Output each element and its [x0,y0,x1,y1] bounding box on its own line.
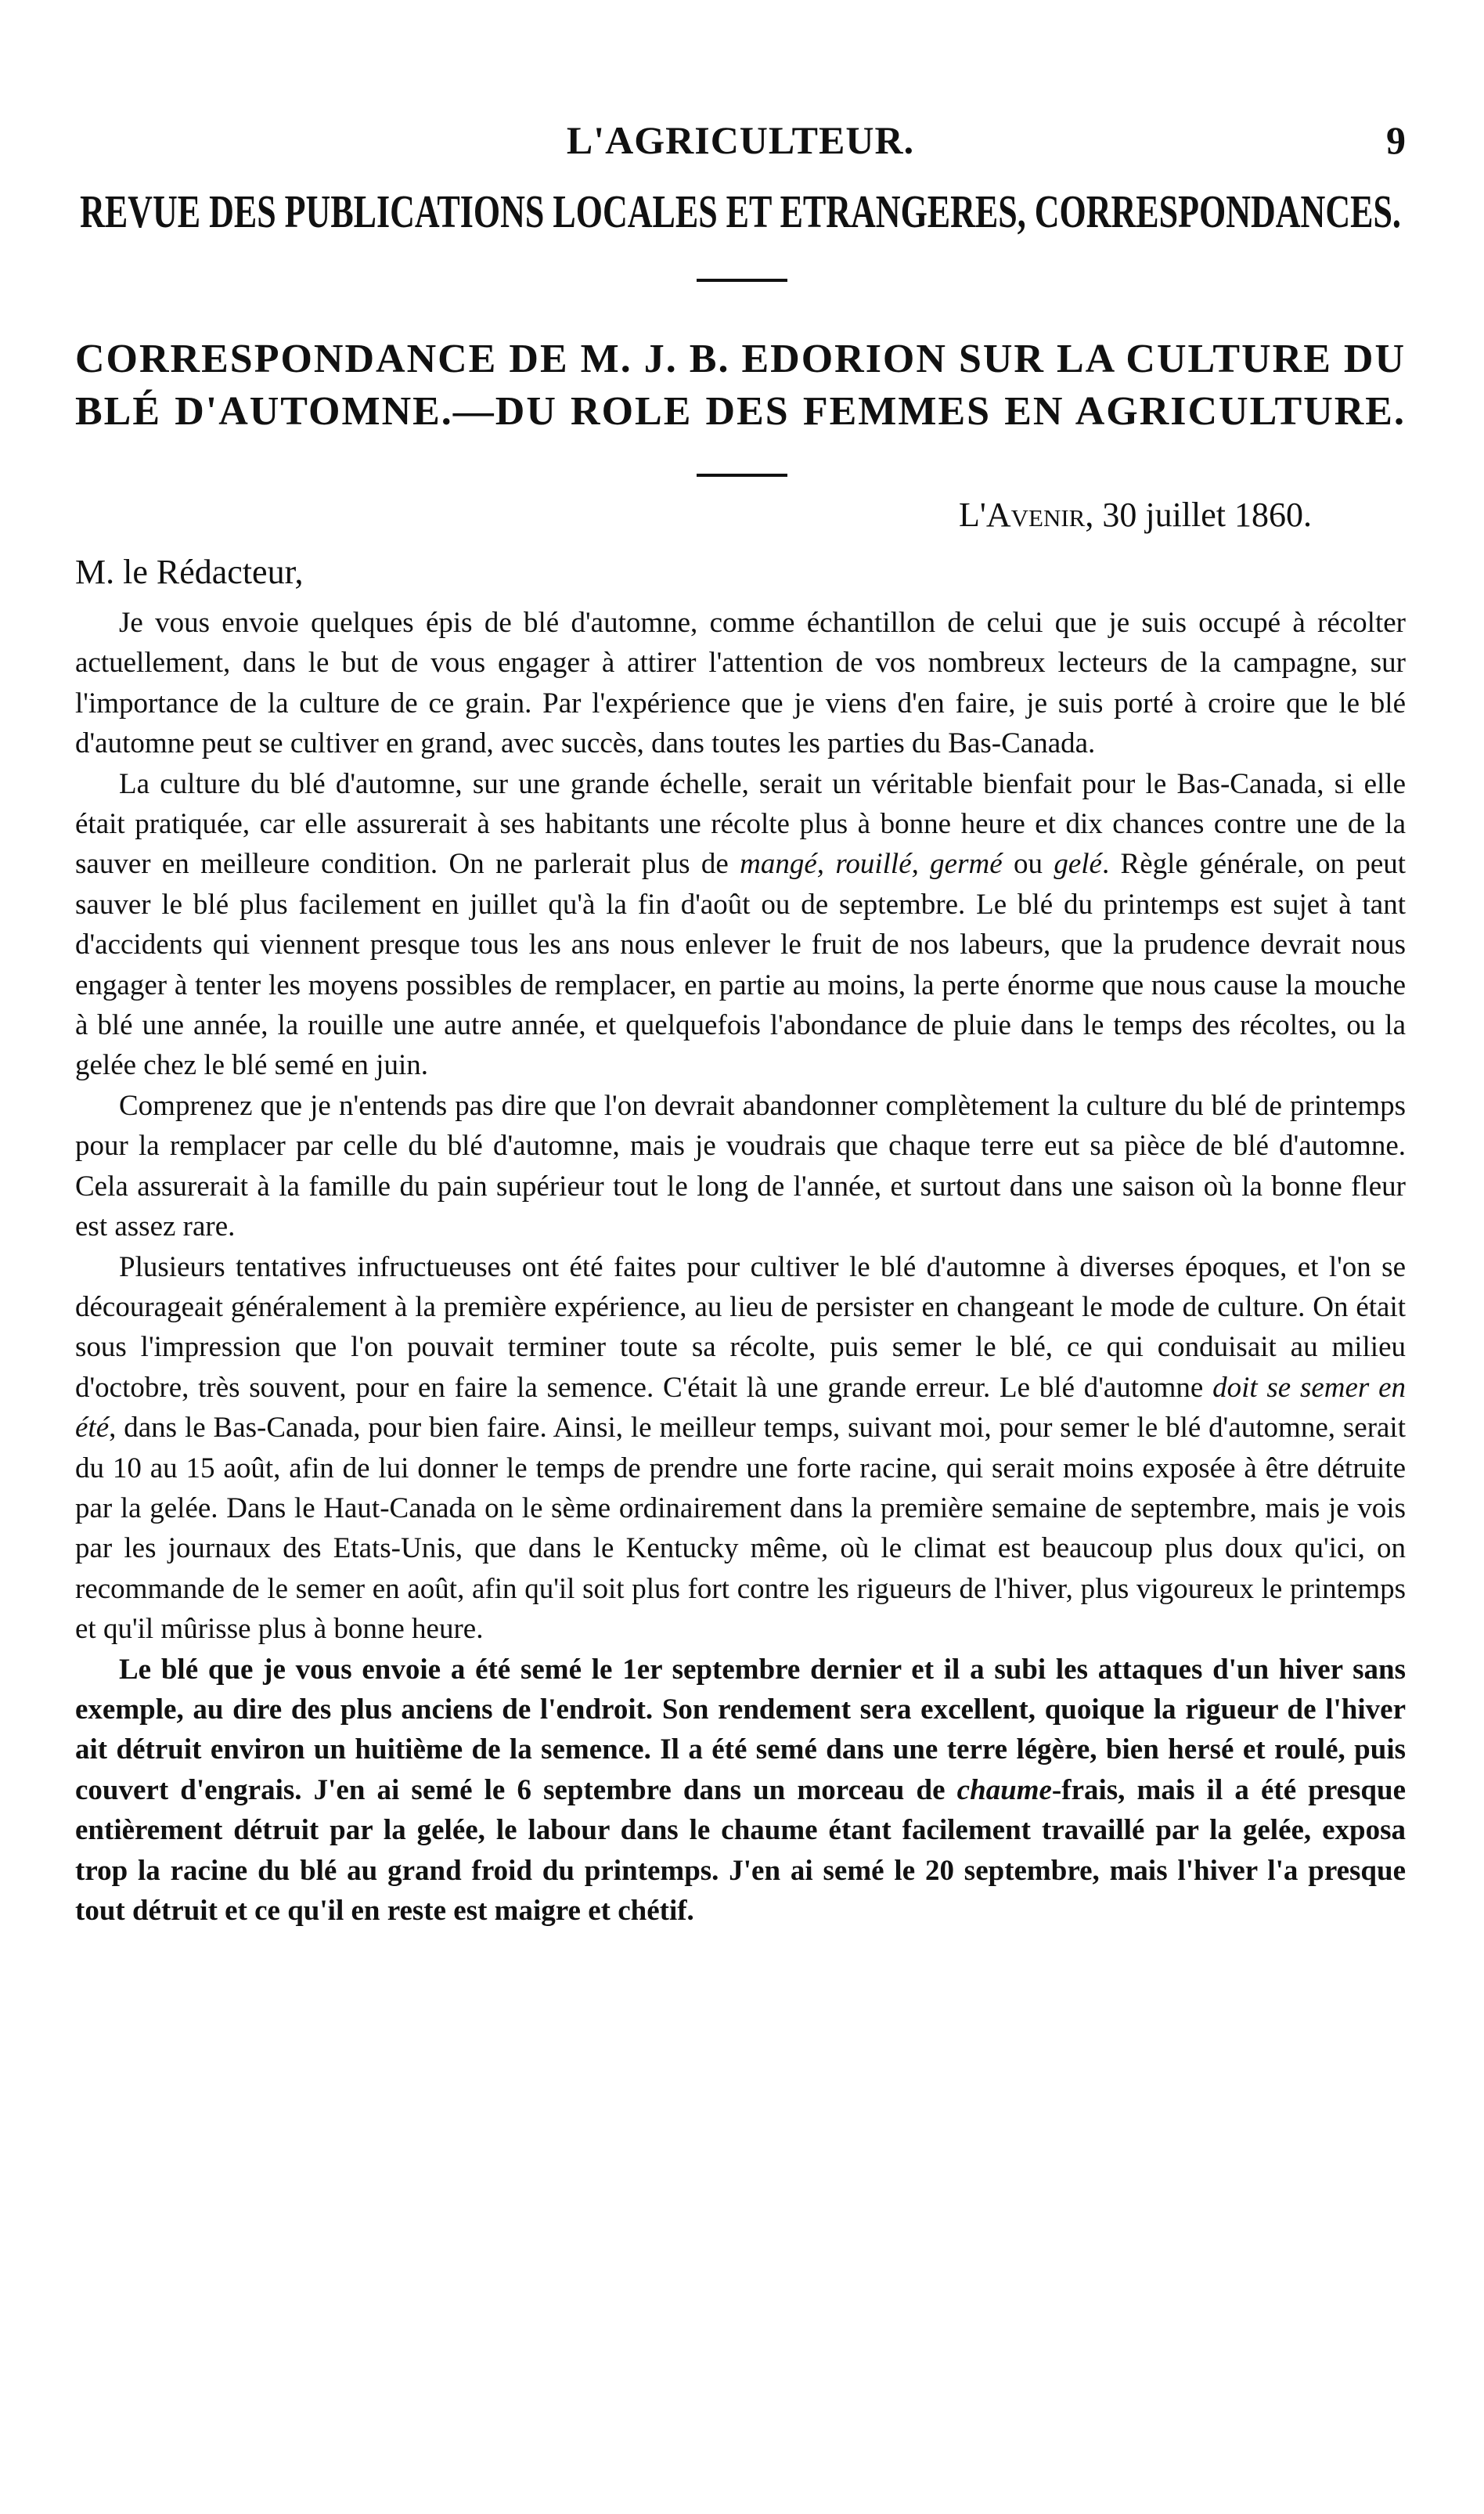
section-heading: REVUE DES PUBLICATIONS LOCALES ET ETRANGERES, CORRESPONDANCES. [80,186,1401,238]
paragraph-text: Le blé que je vous envoie a été semé le 1er septembre dernier et il a subi les attaques d'un hiver sans exemple, au dire des plus anciens de l'endroit. Son rendement sera excellent, quoique la rigueur de l'hiver ait détruit environ un huitième de la semence. Il a été semé dans une terre légère, bien hersé et roulé, puis couvert d'engrais. J'en ai semé le 6 septembre dans un morceau de [75,1653,1406,1806]
paragraph-text: , dans le Bas-Canada, pour bien faire. Ainsi, le meilleur temps, suivant moi, pour semer le blé d'automne, serait du 10 au 15 août, afin de lui donner le temps de prendre une forte racine, qui serait moins exposée à être détruite par la gelée. Dans le Haut-Canada on le sème ordinairement dans la première semaine de septembre, mais je vois par les journaux des Etats-Unis, que dans le Kentucky même, où le climat est beaucoup plus doux qu'ici, on recommande de le semer en août, afin qu'il soit plus fort contre les rigueurs de l'hiver, plus vigoureux le printemps et qu'il mûrisse plus à bonne heure. [75,1412,1406,1646]
emphasis: mangé, rouillé, germé [740,848,1003,881]
running-head [75,117,1406,164]
paragraph-text: Plusieurs tentatives infructueuses ont été faites pour cultiver le blé d'automne à diverses époques, et l'on se décourageait généralement à la première expérience, au lieu de persister en changeant le mode de culture. On était sous l'impression que l'on pouvait terminer toute sa récolte, puis semer le blé, ce qui conduisait au milieu d'octobre, très souvent, pour en faire la semence. C'était là une grande erreur. Le blé d'automne [75,1250,1406,1404]
dateline [959,495,1312,535]
paragraph-text: ou [1002,848,1054,881]
emphasis: doit se semer en été [75,1371,1406,1445]
paragraph [75,1247,1406,1650]
paragraph-text: -frais, mais il a été presque entièrement détruit par la gelée, le labour dans le chaume étant facilement travaillé par la gelée, exposa trop la racine du blé au grand froid du printemps. J'en ai semé le 20 septembre, mais l'hiver l'a presque tout détruit et ce qu'il en reste est maigre et chétif. [75,1773,1406,1927]
salutation: M. le Rédacteur, [75,553,304,591]
article-title: CORRESPONDANCE DE M. J. B. EDORION SUR LA CULTURE DU BLÉ D'AUTOMNE.—DU ROLE DES FEMMES EN AGRICULTURE. [75,337,1406,434]
paragraph-text: . Règle générale, on peut sauver le blé plus facilement en juillet qu'à la fin d'août ou de septembre. Le blé du printemps est sujet à tant d'accidents qui viennent presque tous les ans nous enlever le fruit de nos labeurs, que la prudence devrait nous engager à tenter les moyens possibles de remplacer, en partie au moins, la perte énorme que nous cause la mouche à blé une année, la rouille une autre année, et quelquefois l'abondance de pluie dans le temps des récoltes, ou la gelée chez le blé semé en juin. [75,848,1407,1082]
dateline-place: L'Avenir [959,496,1086,534]
paragraph [75,764,1406,1086]
article-body [75,603,1406,1931]
divider-rule [697,279,787,282]
paragraph: Comprenez que je n'entends pas dire que l'on devrait abandonner complètement la culture du blé de printemps pour la remplacer par celle du blé d'automne, mais je voudrais que chaque terre eut sa pièce de blé d'automne. Cela assurerait à la famille du pain supérieur tout le long de l'année, et surtout dans une saison où la bonne fleur est assez rare. [75,1089,1406,1243]
emphasis: gelé [1054,848,1102,881]
paragraph: Je vous envoie quelques épis de blé d'automne, comme échantillon de celui que je suis occupé à récolter actuellement, dans le but de vous engager à attirer l'attention de vos nombreux lecteurs de la campagne, sur l'importance de la culture de ce grain. Par l'expérience que je viens d'en faire, je suis porté à croire que le blé d'automne peut se cultiver en grand, avec succès, dans toutes les parties du Bas-Canada. [75,607,1406,760]
emphasis: chaume [956,1773,1052,1806]
dateline-date: , 30 juillet 1860. [1085,496,1312,534]
page-number: 9 [1386,118,1406,162]
journal-title: L'AGRICULTEUR. [566,118,915,162]
paragraph [75,1650,1406,1931]
paragraph-text: La culture du blé d'automne, sur une grande échelle, serait un véritable bienfait pour le Bas-Canada, si elle était pratiquée, car elle assurerait à ses habitants une récolte plus à bonne heure et dix chances contre une de la sauver en meilleure condition. On ne parlerait plus de [75,767,1406,881]
divider-rule [697,474,787,477]
